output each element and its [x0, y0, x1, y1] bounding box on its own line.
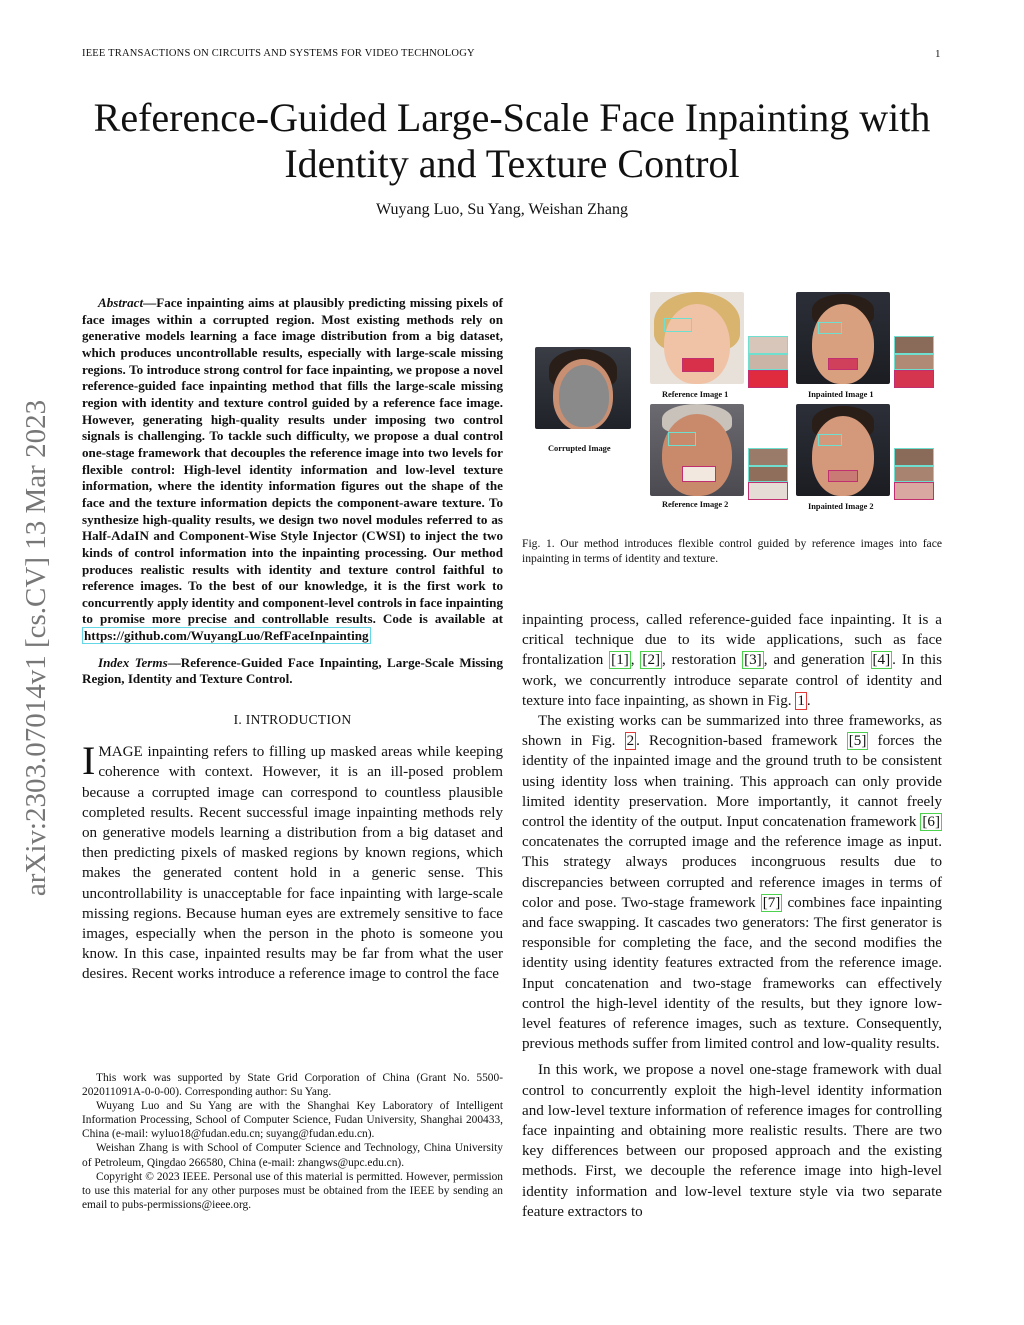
ref2-eyebrow-patch [748, 448, 788, 466]
footnote-affiliation-2: Weishan Zhang is with School of Computer Science and Technology, China University of Petroleum, Qingdao 266580, China (e-mail: zhangws@upc.edu.cn). [82, 1142, 503, 1169]
section-numeral: I. I [233, 712, 251, 728]
running-header: IEEE TRANSACTIONS ON CIRCUITS AND SYSTEMS FOR VIDEO TECHNOLOGY [82, 48, 475, 59]
reference-image-1 [650, 292, 744, 384]
section-heading-introduction [82, 712, 503, 728]
text-run: inpainting process, called reference-guided face inpainting. It is a critical technique due to its wide applications, such as face frontalization [522, 612, 942, 669]
right-paragraph-2 [522, 711, 942, 1054]
text-run: In this work, we propose a novel one-stage framework with dual control to concurrently exploit the high-level identity information and low-level texture information of reference images for controlling face inpainting and obtaining more realistic results. There are two key differences between our proposed approach and the existing methods. First, we decouple the reference image into high-level identity information and low-level texture style via two separate feature extractors to [522, 1062, 942, 1220]
citation-6[interactable]: [6] [922, 814, 940, 831]
footnote-copyright: Copyright © 2023 IEEE. Personal use of this material is permitted. However, permission to use this material for any other purposes must be obtained from the IEEE by sending an email to pubs-permissions@ieee.org. [82, 1170, 503, 1211]
code-link[interactable]: https://github.com/WuyangLuo/RefFaceInpainting [84, 628, 369, 644]
arxiv-stamp: arXiv:2303.07014v1 [cs.CV] 13 Mar 2023 [20, 399, 52, 897]
ref1-lip-patch [748, 370, 788, 388]
intro-paragraph-1 [82, 738, 503, 984]
inp1-eyebrow-patch [894, 336, 934, 354]
footnotes [82, 1071, 503, 1212]
drop-cap: I [82, 738, 96, 784]
citation-5[interactable]: [5] [848, 733, 867, 750]
text-run: concatenates the corrupted image and the reference image as input. This strategy always produces incongruous results due to discrepancies between corrupted and reference images in terms of color and pose. Two-stage framework [522, 834, 942, 911]
label-reference-image-2: Reference Image 2 [662, 500, 729, 509]
page-number: 1 [935, 48, 941, 60]
right-paragraph-3 [522, 1060, 942, 1222]
inpainted-image-1 [796, 292, 890, 384]
figure-caption: Fig. 1. Our method introduces flexible control guided by reference images into face inpainting in terms of identity and texture. [522, 537, 942, 565]
label-corrupted-image: Corrupted Image [548, 444, 611, 453]
text-run: forces the identity of the inpainted image and the ground truth to be consistent using identity loss when training. This approach can only provide limited identity preservation. More importantly, it cannot freely control the identity of the output. Input concatenation framework [522, 733, 943, 831]
inp1-lip-patch [894, 370, 934, 388]
text-run: The existing works can be summarized into three frameworks, as shown in Fig. [522, 713, 942, 750]
figure-ref-1[interactable]: 1 [797, 692, 805, 709]
title-line-2: Identity and Texture Control [284, 141, 740, 186]
text-run: , and generation [763, 652, 871, 669]
citation-1[interactable]: [1] [611, 652, 629, 669]
inpainted-image-2 [796, 404, 890, 496]
text-run: , restoration [662, 652, 743, 669]
authors: Wuyang Luo, Su Yang, Weishan Zhang [376, 201, 628, 218]
ref2-lip-patch [748, 482, 788, 500]
index-terms-text: —Reference-Guided Face Inpainting, Large-Scale Missing Region, Identity and Texture Control. [82, 654, 503, 687]
right-column [522, 610, 942, 1222]
text-run: , [630, 652, 641, 669]
text-run: combines face inpainting and face swapping. It cascades two generators: The first generator is responsible for completing the face, and the second modifies the identity using identity features extracted from the reference image. Input concatenation and two-stage frameworks can effectively control the high-level identity of the results, but they ignore low-level features of reference images, such as texture. Consequently, previous methods suffer from limited control and low-quality results. [522, 894, 942, 1053]
inp2-eyebrow-patch [894, 448, 934, 466]
label-inpainted-image-2: Inpainted Image 2 [808, 502, 874, 511]
ref1-eye-patch [748, 354, 788, 370]
abstract-lead: Abstract [98, 295, 144, 310]
text-run: . [806, 692, 811, 709]
label-reference-image-1: Reference Image 1 [662, 390, 729, 399]
title-line-1: Reference-Guided Large-Scale Face Inpainting with [93, 95, 931, 140]
inp2-eye-patch [894, 466, 934, 482]
inp2-lip-patch [894, 482, 934, 500]
abstract-text: —Face inpainting aims at plausibly predicting missing pixels of face images within a corrupted region. Most existing methods rely on generative models learning a face image distribution from a big dataset, which produces uncontrollable results, especially with large-scale missing regions. To introduce strong control for face inpainting, we propose a novel reference-guided face inpainting method that fills the large-scale missing region with identity and texture control guided by a reference face image. However, generating high-quality results under imposing two control signals is challenging. To tackle such difficulty, we propose a dual control one-stage framework that decouples the reference image into two levels for flexible control: High-level identity information and low-level texture information, where the identity information figures out the shape of the face and the texture information depicts the component-aware texture. To synthesize high-quality results, we design two novel modules referred to as Half-AdaIN and Component-Wise Style Injector (CWSI) to inject the two kinds of control information into the inpainting processing. Our method produces realistic results with identity and texture control faithful to reference images. To the best of our knowledge, it is the first work to concurrently apply identity and component-level controls in face inpainting to promise more precise and controllable results. Code is available at [82, 295, 503, 627]
inp1-eye-patch [894, 354, 934, 370]
paper-title [60, 95, 964, 187]
footnote-funding: This work was supported by State Grid Corporation of China (Grant No. 5500-202011091A-0-0-00). Corresponding author: Su Yang. [82, 1072, 503, 1099]
label-inpainted-image-1: Inpainted Image 1 [808, 390, 874, 399]
citation-4[interactable]: [4] [872, 652, 891, 669]
text-run: . In this work, we concurrently introduce separate control of identity and texture into face inpainting, as shown in Fig. [522, 652, 943, 709]
citation-2[interactable]: [2] [642, 652, 661, 669]
reference-image-2 [650, 404, 744, 496]
intro-text: MAGE inpainting refers to filling up masked areas while keeping coherence with context. However, it is an ill-posed problem because a corrupted image can correspond to countless plausible completed results. Recent successful image inpainting methods rely on generative models learning a distribution from a big dataset and then predicting pixels of masked regions by known regions, which makes the generated content hold in a generic sense. This uncontrollability is unacceptable for face inpainting with large-scale missing regions. Because human eyes are extremely sensitive to face images, especially when the person in the photo is someone you know. In this case, inpainted results may be far from what the user desires. Recent works introduce a reference image to control the face [82, 744, 503, 983]
citation-3[interactable]: [3] [744, 652, 762, 669]
corrupted-image [535, 347, 631, 429]
index-terms-lead: Index Terms [98, 654, 168, 670]
right-paragraph-1 [522, 610, 942, 711]
ref2-eye-patch [748, 466, 788, 482]
section-title-rest: NTRODUCTION [250, 712, 352, 728]
left-column [82, 295, 503, 985]
index-terms [82, 655, 503, 688]
footnote-affiliation-1: Wuyang Luo and Su Yang are with the Shanghai Key Laboratory of Intelligent Information Processing, School of Computer Science, Fudan University, Shanghai 200433, China (e-mail: wyluo18@fudan.edu.cn; suyang@fudan.edu.cn). [82, 1100, 503, 1141]
figure-ref-2[interactable]: 2 [626, 733, 635, 750]
ref1-eyebrow-patch [748, 336, 788, 354]
text-run: . Recognition-based framework [636, 733, 847, 750]
abstract [82, 295, 503, 645]
citation-7[interactable]: [7] [762, 894, 781, 911]
figure-1 [522, 290, 947, 520]
